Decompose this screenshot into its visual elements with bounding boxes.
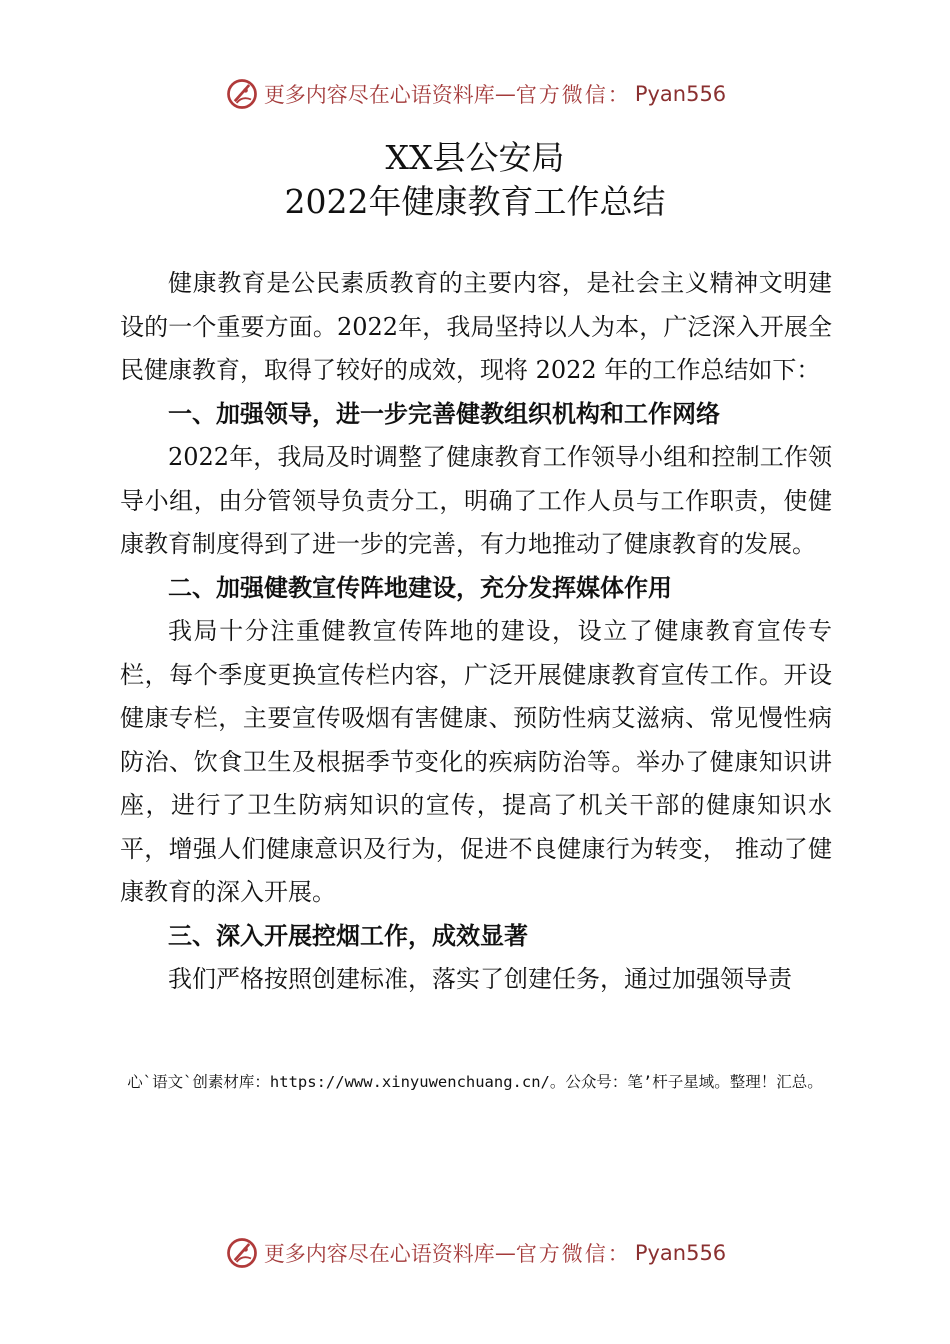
footer-source-note: 心`语文`创素材库：https://www.xinyuwenchuang.cn/。公众号：笔’杆子星域。整理！汇总。 [127,1073,823,1091]
paragraph-intro: 健康教育是公民素质教育的主要内容，是社会主义精神文明建设的一个重要方面。2022年，我局坚持以人为本，广泛深入开展全民健康教育，取得了较好的成效，现将 2022 年的工作总结如下： [120,269,832,384]
paragraph-section-2: 我局十分注重健教宣传阵地的建设，设立了健康教育宣传专栏，每个季度更换宣传栏内容，广泛开展健康教育宣传工作。开设健康专栏，主要宣传吸烟有害健康、预防性病艾滋病、常见慢性病防治、饮食卫生及根据季节变化的疾病防治等。举办了健康知识讲座，进行了卫生防病知识的宣传，提高了机关干部的健康知识水平，增强人们健康意识及行为，促进不良健康行为转变， 推动了健康教育的深入开展。 [120,617,832,906]
banner-wechat-id: Pyan556 [634,1241,727,1265]
banner-text: 更多内容尽在心语资料库 [263,83,495,107]
banner-wechat-label: 官方微信： [515,1242,631,1266]
footer-banner [0,1231,950,1275]
document-body [120,262,832,1002]
banner-dash: — [494,82,516,106]
section-heading-3: 三、深入开展控烟工作，成效显著 [168,921,528,950]
banner-text: 更多内容尽在心语资料库 [263,1242,495,1266]
document-title-line2: 2022年健康教育工作总结 [284,182,666,221]
banner-dash: — [494,1241,516,1265]
banner-wechat-label: 官方微信： [515,83,631,107]
document-title-line1: XX县公安局 [385,138,565,177]
brush-circle-logo-icon [224,1235,260,1271]
section-heading-1: 一、加强领导，进一步完善健教组织机构和工作网络 [168,399,720,428]
paragraph-section-3: 我们严格按照创建标准，落实了创建任务，通过加强领导责 [168,965,792,993]
banner-wechat-id: Pyan556 [634,82,727,106]
header-banner [0,72,950,116]
brush-circle-logo-icon [224,76,260,112]
paragraph-section-1: 2022年，我局及时调整了健康教育工作领导小组和控制工作领导小组，由分管领导负责分工，明确了工作人员与工作职责，使健康教育制度得到了进一步的完善，有力地推动了健康教育的发展。 [120,443,832,558]
section-heading-2: 二、加强健教宣传阵地建设，充分发挥媒体作用 [168,573,672,602]
